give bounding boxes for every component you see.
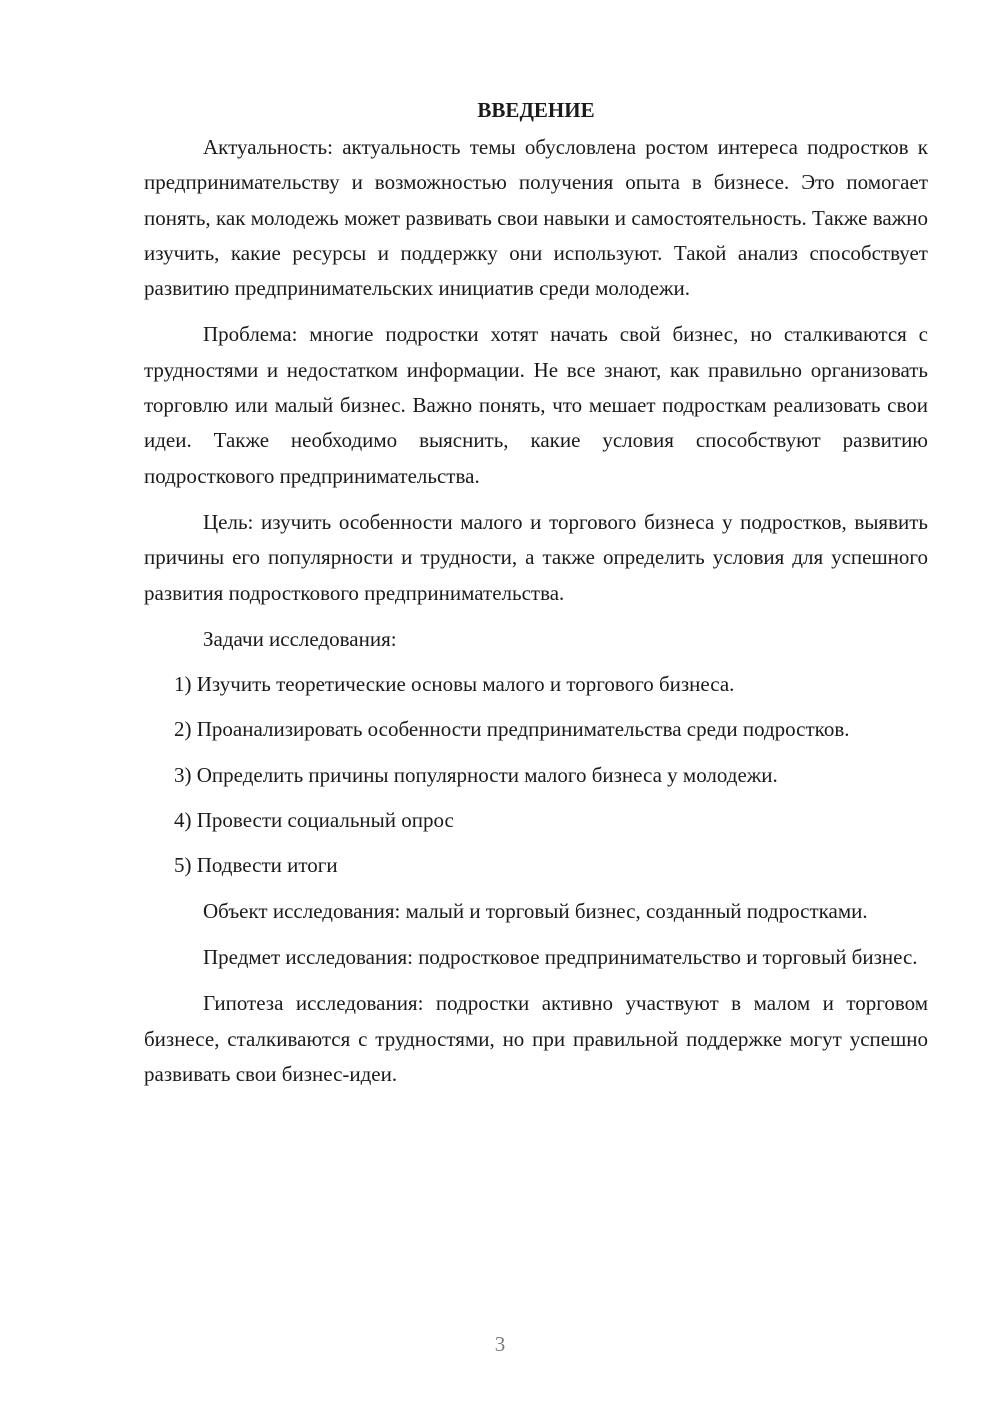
hypothesis-paragraph: Гипотеза исследования: подростки активно участвуют в малом и торговом бизнесе, сталкиваются с трудностями, но при правильной поддержке могут успешно развивать свои бизнес-идеи.: [144, 991, 928, 1086]
relevance-paragraph: Актуальность: актуальность темы обусловлена ростом интереса подростков к предпринимательству и возможностью получения опыта в бизнесе. Это помогает понять, как молодежь может развивать свои навыки и самостоятельность. Также важно изучить, какие ресурсы и поддержку они используют. Такой анализ способствует развитию предпринимательских инициатив среди молодежи.: [144, 135, 928, 301]
tasks-list: [144, 667, 928, 883]
task-item: 4) Провести социальный опрос: [174, 808, 454, 833]
page-title: ВВЕДЕНИЕ: [477, 98, 595, 122]
tasks-label: Задачи исследования:: [203, 626, 397, 651]
goal-paragraph: Цель: изучить особенности малого и торгового бизнеса у подростков, выявить причины его популярности и трудности, а также определить условия для успешного развития подросткового предпринимательства.: [144, 509, 928, 605]
page-number: 3: [494, 1332, 506, 1356]
document-page: [144, 92, 928, 1103]
task-item: 5) Подвести итоги: [174, 853, 338, 878]
subject-paragraph: Предмет исследования: подростковое предпринимательство и торговый бизнес.: [203, 944, 918, 969]
task-item: 1) Изучить теоретические основы малого и торгового бизнеса.: [174, 672, 735, 697]
problem-paragraph: Проблема: многие подростки хотят начать свой бизнес, но сталкиваются с трудностями и недостатком информации. Не все знают, как правильно организовать торговлю или малый бизнес. Важно понять, что мешает подросткам реализовать свои идеи. Также необходимо выяснить, какие условия способствуют развитию подросткового предпринимательства.: [144, 322, 928, 488]
object-paragraph: Объект исследования: малый и торговый бизнес, созданный подростками.: [203, 898, 868, 923]
task-item: 3) Определить причины популярности малого бизнеса у молодежи.: [174, 762, 778, 787]
task-item: 2) Проанализировать особенности предпринимательства среди подростков.: [174, 717, 850, 742]
